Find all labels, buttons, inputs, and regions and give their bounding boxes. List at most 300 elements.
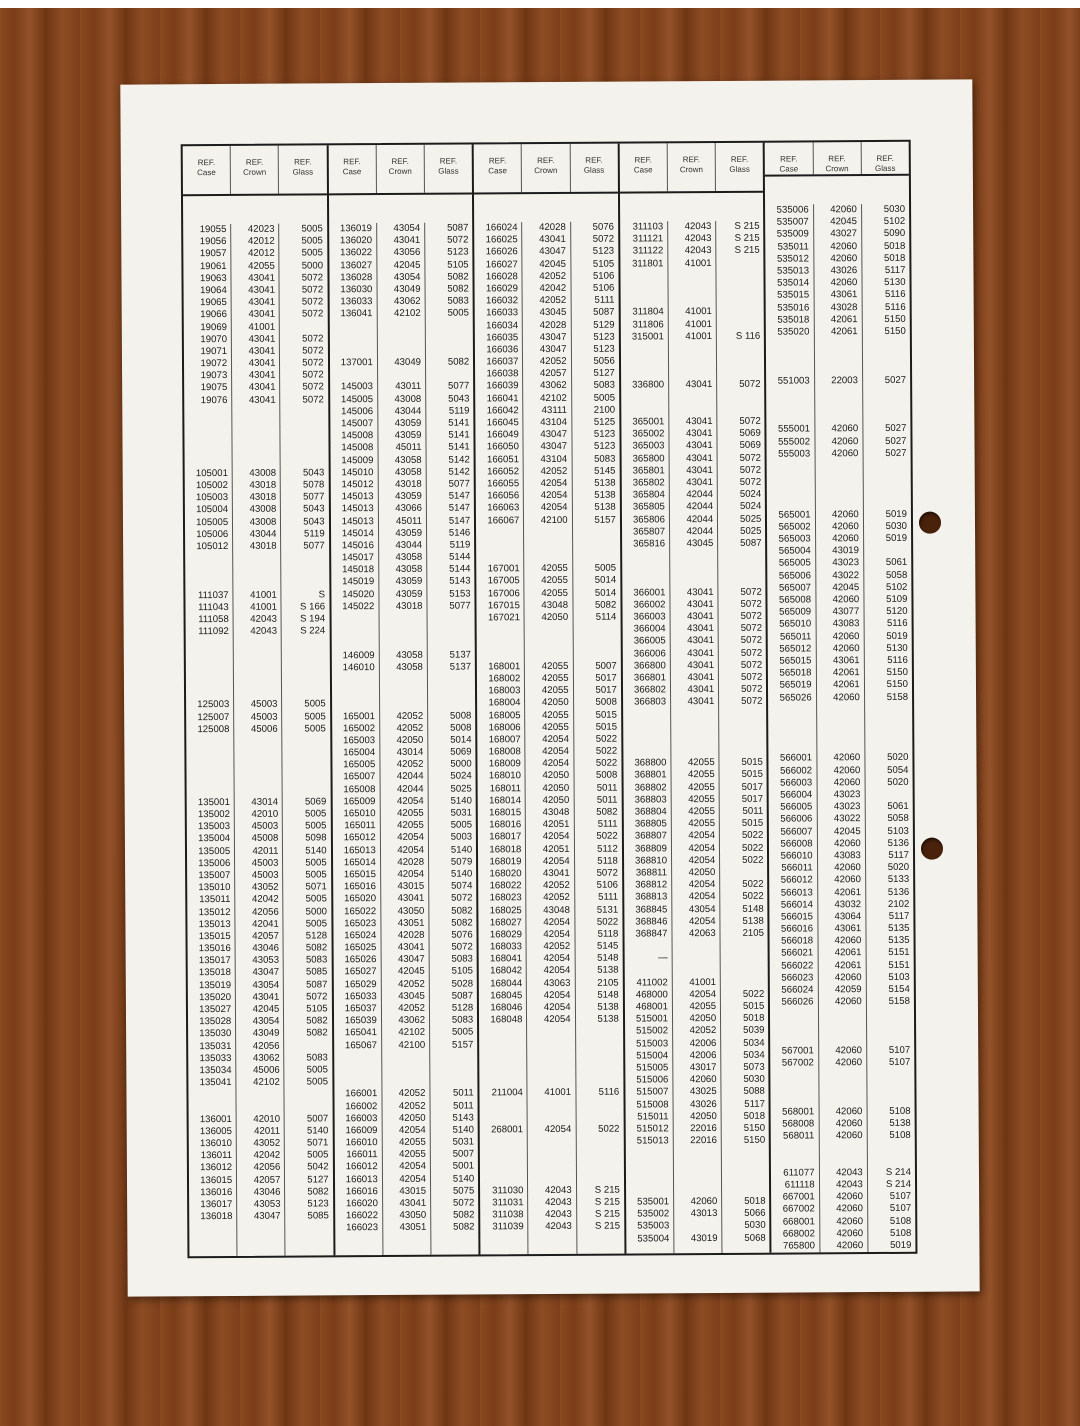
glass-ref-cell xyxy=(863,399,910,411)
glass-ref-cell xyxy=(430,1063,477,1075)
crown-ref-cell: 42055 xyxy=(397,807,424,819)
case-ref-cell: 166050 xyxy=(486,441,519,453)
crown-ref-cell xyxy=(669,355,716,367)
glass-ref-cell: 5109 xyxy=(886,593,908,605)
glass-ref-cell: 5018 xyxy=(744,1195,766,1207)
glass-ref-cell: 5140 xyxy=(450,844,473,856)
crown-ref-cell: 42043 xyxy=(250,613,278,625)
glass-ref-cell: 5154 xyxy=(888,983,910,995)
crown-ref-cell: 43008 xyxy=(249,516,277,528)
crown-ref-cell: 42054 xyxy=(396,795,424,807)
crown-ref-cell: 42055 xyxy=(688,805,715,818)
crown-ref-cell: 42060 xyxy=(831,435,859,447)
crown-ref-cell: 43041 xyxy=(248,382,276,394)
header-field-label: Crown xyxy=(534,165,558,176)
crown-ref-cell xyxy=(380,686,427,698)
glass-ref-cell: 5068 xyxy=(744,1232,766,1244)
header-cell-case xyxy=(619,143,666,191)
case-ref-cell: 567001 xyxy=(781,1045,814,1057)
glass-ref-cell: 5083 xyxy=(451,953,473,965)
crown-ref-cell: 41001 xyxy=(250,601,277,613)
glass-ref-cell: 5072 xyxy=(740,598,762,610)
crown-ref-cell: 42102 xyxy=(398,1027,426,1039)
glass-ref-cell: 5005 xyxy=(450,819,473,831)
glass-ref-cell: 5005 xyxy=(305,869,327,881)
glass-ref-cell: 5108 xyxy=(889,1130,911,1142)
case-ref-cell: 565011 xyxy=(779,630,812,643)
case-ref-cell: 135027 xyxy=(199,1003,232,1016)
case-ref-cell: 566003 xyxy=(780,777,813,789)
crown-ref-cell: 43041 xyxy=(543,867,570,879)
case-ref-cell xyxy=(480,1136,527,1148)
crown-ref-cell xyxy=(235,784,282,796)
header-ref-label: REF. xyxy=(245,157,264,167)
glass-ref-cell: 5066 xyxy=(744,1207,766,1220)
glass-ref-cell xyxy=(717,391,764,403)
case-ref-cell: 145005 xyxy=(340,393,374,405)
crown-ref-cell: 41001 xyxy=(689,976,717,988)
case-ref-cell: 365806 xyxy=(632,513,665,525)
case-ref-cell xyxy=(479,1027,526,1039)
glass-ref-cell xyxy=(718,562,765,574)
case-ref-cell xyxy=(769,728,816,740)
glass-ref-cell: 5140 xyxy=(452,1173,475,1185)
glass-ref-cell: 5147 xyxy=(448,514,471,527)
crown-ref-cell xyxy=(525,636,572,648)
case-ref-column xyxy=(620,221,674,1253)
case-ref-cell: 165003 xyxy=(343,734,376,747)
glass-ref-cell: 5022 xyxy=(595,757,618,769)
crown-ref-cell: 42056 xyxy=(252,906,279,918)
crown-ref-cell: 43052 xyxy=(253,1137,281,1149)
glass-ref-column xyxy=(861,204,916,1252)
glass-ref-cell: 5138 xyxy=(594,501,616,514)
case-ref-cell: 135007 xyxy=(198,869,231,882)
glass-ref-cell: S 166 xyxy=(299,601,326,613)
crown-ref-cell xyxy=(378,332,425,344)
crown-ref-cell xyxy=(815,411,862,423)
case-ref-cell: 145022 xyxy=(342,600,375,613)
crown-ref-cell: 42060 xyxy=(831,447,859,460)
case-ref-cell xyxy=(766,338,813,350)
crown-ref-cell: 42055 xyxy=(542,721,569,733)
case-ref-cell: 145018 xyxy=(342,564,375,576)
case-ref-cell: 368847 xyxy=(635,928,668,940)
case-ref-cell: 565003 xyxy=(778,533,811,545)
case-ref-cell: 311804 xyxy=(632,306,664,318)
glass-ref-cell: 5030 xyxy=(743,1073,765,1085)
crown-ref-cell xyxy=(673,940,720,952)
case-ref-cell xyxy=(770,1009,817,1021)
crown-ref-cell: 43017 xyxy=(689,1061,717,1074)
crown-ref-cell: 42052 xyxy=(396,710,424,722)
column-group-1 xyxy=(183,145,333,1256)
glass-ref-cell: 5022 xyxy=(741,830,764,842)
crown-ref-cell xyxy=(528,1148,575,1160)
glass-ref-cell: 5074 xyxy=(451,880,473,892)
glass-ref-cell xyxy=(428,698,475,710)
crown-ref-cell: 42060 xyxy=(832,520,859,533)
crown-ref-cell xyxy=(525,551,572,563)
crown-ref-cell: 43062 xyxy=(252,1052,280,1064)
crown-ref-cell: 42054 xyxy=(399,1173,427,1185)
case-ref-cell: 145009 xyxy=(341,454,374,466)
case-ref-cell: 165016 xyxy=(343,881,377,893)
glass-ref-cell xyxy=(280,321,327,333)
crown-ref-cell xyxy=(669,392,716,404)
top-border xyxy=(0,0,1080,8)
glass-ref-cell: 5000 xyxy=(301,259,324,272)
crown-ref-cell: 41001 xyxy=(684,257,712,269)
glass-ref-cell: 5005 xyxy=(305,918,328,930)
crown-ref-cell xyxy=(234,675,281,687)
crown-ref-cell xyxy=(819,1021,866,1033)
crown-ref-cell xyxy=(819,1082,866,1094)
glass-ref-cell: 5140 xyxy=(305,844,327,857)
glass-ref-cell: 5072 xyxy=(302,357,324,369)
case-ref-cell: — xyxy=(658,952,668,964)
glass-ref-cell: 5138 xyxy=(597,965,619,977)
crown-ref-cell: 42055 xyxy=(541,575,568,587)
header-ref-label: REF. xyxy=(730,154,749,164)
crown-ref-cell: 43059 xyxy=(394,429,422,442)
case-ref-cell: 168027 xyxy=(489,916,522,929)
crown-ref-cell: 42052 xyxy=(543,880,570,892)
case-ref-cell xyxy=(768,704,815,716)
crown-ref-cell: 43044 xyxy=(249,528,277,540)
glass-ref-cell: 5034 xyxy=(743,1037,765,1049)
glass-ref-cell: 5088 xyxy=(743,1086,765,1098)
header-field-label: Case xyxy=(342,167,362,177)
case-ref-cell xyxy=(623,733,670,745)
glass-ref-cell: 5027 xyxy=(885,423,907,435)
crown-ref-cell: 42055 xyxy=(688,769,715,781)
glass-ref-cell: 5119 xyxy=(303,528,325,540)
crown-ref-cell: 43044 xyxy=(395,539,423,551)
glass-ref-cell: 5015 xyxy=(595,709,617,721)
crown-ref-cell: 42051 xyxy=(542,843,570,855)
crown-ref-cell: 43041 xyxy=(399,1197,427,1209)
crown-ref-cell: 42060 xyxy=(833,764,861,776)
glass-ref-cell: 5118 xyxy=(597,928,619,940)
case-ref-cell: 135034 xyxy=(199,1064,232,1077)
glass-ref-cell: 5141 xyxy=(448,417,470,429)
glass-ref-cell: 5087 xyxy=(447,222,469,234)
header-ref-label: REF. xyxy=(488,156,507,166)
case-ref-cell: 168016 xyxy=(489,819,522,831)
crown-ref-cell: 43041 xyxy=(248,272,275,284)
case-ref-cell: 19069 xyxy=(200,321,228,333)
crown-ref-cell: 42050 xyxy=(398,1112,426,1124)
case-ref-cell: 165041 xyxy=(344,1027,377,1039)
glass-ref-cell: 5150 xyxy=(886,666,908,679)
case-ref-cell: 136005 xyxy=(199,1125,232,1138)
crown-ref-cell: 43041 xyxy=(686,598,714,610)
crown-ref-cell xyxy=(673,952,720,964)
crown-ref-cell: 42055 xyxy=(541,672,569,684)
crown-ref-cell: 42043 xyxy=(545,1221,572,1233)
glass-ref-cell: 5005 xyxy=(304,710,326,723)
glass-ref-cell: 5015 xyxy=(741,769,763,781)
glass-ref-cell: 5114 xyxy=(595,611,617,623)
case-ref-cell: 168010 xyxy=(488,770,521,782)
case-ref-cell: 365801 xyxy=(632,465,665,477)
glass-ref-cell: 5054 xyxy=(887,764,909,776)
glass-ref-cell: 5138 xyxy=(597,1001,619,1013)
case-ref-cell: 565015 xyxy=(779,655,812,667)
crown-ref-cell xyxy=(380,698,427,710)
glass-ref-cell xyxy=(281,406,328,418)
crown-ref-cell: 43022 xyxy=(833,813,861,825)
case-ref-cell xyxy=(329,333,376,345)
case-ref-cell xyxy=(479,1063,526,1075)
case-ref-cell: 535014 xyxy=(777,277,810,289)
header-field-label: Case xyxy=(197,168,216,178)
case-ref-cell: 366802 xyxy=(633,684,667,696)
glass-ref-cell xyxy=(865,728,912,740)
glass-ref-cell: S 215 xyxy=(734,245,760,257)
header-ref-label: REF. xyxy=(537,155,555,166)
glass-ref-cell xyxy=(722,1183,769,1195)
glass-ref-cell: 5137 xyxy=(449,649,472,661)
crown-ref-cell: 42055 xyxy=(248,260,275,272)
case-ref-cell xyxy=(767,399,814,411)
crown-ref-cell: 42054 xyxy=(543,916,571,928)
crown-ref-cell: 42060 xyxy=(836,1203,864,1215)
case-ref-cell: 366001 xyxy=(633,586,666,599)
case-ref-cell xyxy=(480,1112,527,1124)
glass-ref-cell: 5082 xyxy=(307,1186,329,1198)
glass-ref-cell: 5082 xyxy=(306,1015,328,1027)
glass-ref-cell: 5072 xyxy=(447,234,469,246)
glass-ref-cell: 5141 xyxy=(448,441,470,453)
glass-ref-cell xyxy=(577,1172,624,1184)
case-ref-cell: 168003 xyxy=(488,685,521,697)
glass-ref-cell: 5069 xyxy=(450,746,472,758)
crown-ref-cell xyxy=(671,708,718,720)
case-ref-cell: 168022 xyxy=(489,880,522,892)
glass-ref-cell: 5072 xyxy=(302,345,324,357)
case-ref-cell: 135002 xyxy=(197,808,231,821)
crown-ref-cell xyxy=(528,1063,575,1075)
crown-ref-cell: 43058 xyxy=(396,661,423,673)
glass-ref-cell xyxy=(428,673,475,685)
glass-ref-cell: S 214 xyxy=(885,1178,912,1190)
glass-ref-cell: 5140 xyxy=(450,795,472,807)
glass-ref-cell xyxy=(867,1081,914,1093)
case-ref-cell xyxy=(624,965,671,977)
crown-ref-cell xyxy=(528,1075,575,1087)
glass-ref-cell: 5140 xyxy=(306,1125,329,1137)
case-ref-cell: 165024 xyxy=(344,929,377,942)
crown-ref-cell: 42023 xyxy=(247,223,275,235)
case-ref-cell xyxy=(334,1052,381,1064)
case-ref-cell: 167015 xyxy=(487,599,520,612)
crown-ref-cell: 43041 xyxy=(248,369,276,382)
case-ref-cell: 365802 xyxy=(632,477,665,489)
glass-ref-cell: 5061 xyxy=(887,800,909,813)
glass-ref-cell xyxy=(283,760,330,772)
glass-ref-cell: 5005 xyxy=(305,857,327,869)
crown-ref-cell: 43047 xyxy=(539,343,567,355)
case-ref-cell xyxy=(477,649,524,661)
glass-ref-cell: 5140 xyxy=(452,1124,474,1136)
case-ref-cell: 135031 xyxy=(199,1040,232,1052)
crown-ref-cell: 43041 xyxy=(248,296,276,308)
glass-ref-cell: 5008 xyxy=(450,722,472,734)
crown-ref-cell: 43008 xyxy=(249,503,277,516)
glass-ref-cell: 5005 xyxy=(304,698,326,710)
case-ref-cell: 165007 xyxy=(343,771,376,783)
glass-ref-cell: 5072 xyxy=(740,647,763,659)
case-ref-cell xyxy=(477,637,524,649)
glass-ref-cell xyxy=(718,550,765,562)
header-ref-label: REF. xyxy=(828,154,846,164)
crown-ref-cell: 43041 xyxy=(397,893,425,905)
crown-ref-cell xyxy=(669,367,716,379)
crown-ref-cell: 42060 xyxy=(830,277,858,289)
glass-ref-cell: S 215 xyxy=(734,220,760,232)
glass-ref-cell: 5129 xyxy=(593,319,615,331)
crown-ref-cell: 42052 xyxy=(539,355,567,368)
case-ref-cell: 566001 xyxy=(779,752,813,765)
case-ref-cell: 566026 xyxy=(781,996,814,1008)
case-ref-cell: 566011 xyxy=(781,862,813,874)
crown-ref-cell: 43049 xyxy=(393,283,421,295)
case-ref-cell: 135010 xyxy=(198,882,231,894)
crown-ref-cell: 42043 xyxy=(684,245,712,257)
case-ref-cell xyxy=(480,1161,527,1173)
crown-ref-cell: 42042 xyxy=(253,1149,281,1162)
case-ref-cell xyxy=(189,1101,236,1113)
glass-ref-cell: 5142 xyxy=(448,466,470,478)
glass-ref-cell xyxy=(717,306,764,318)
crown-ref-cell: 42043 xyxy=(684,233,712,245)
case-ref-cell: 368809 xyxy=(634,842,667,855)
case-ref-cell: 368802 xyxy=(634,781,667,794)
crown-ref-cell xyxy=(674,1159,721,1171)
glass-ref-cell xyxy=(717,355,764,367)
case-ref-cell: 165067 xyxy=(344,1039,378,1051)
glass-ref-cell: 5102 xyxy=(885,581,908,593)
glass-ref-cell: 5077 xyxy=(449,600,471,612)
glass-ref-cell: 5019 xyxy=(886,630,908,642)
glass-ref-cell: 5022 xyxy=(742,878,764,890)
case-ref-cell: 111058 xyxy=(198,613,229,626)
case-ref-cell: 566008 xyxy=(780,838,813,850)
crown-ref-cell xyxy=(237,1089,284,1101)
case-ref-cell: 166028 xyxy=(485,270,518,283)
case-ref-cell: 368800 xyxy=(634,757,667,769)
crown-ref-cell: 43054 xyxy=(393,222,421,234)
glass-ref-cell xyxy=(864,545,911,557)
crown-ref-cell: 42056 xyxy=(253,1162,281,1174)
crown-ref-cell: 43018 xyxy=(249,491,277,503)
crown-ref-cell: 43027 xyxy=(830,228,858,240)
glass-ref-cell: 5108 xyxy=(889,1227,912,1239)
crown-ref-cell: 42102 xyxy=(253,1076,280,1088)
crown-ref-cell xyxy=(234,638,281,650)
crown-ref-cell xyxy=(380,674,427,686)
case-ref-cell: 166049 xyxy=(486,429,519,441)
column-group-5 xyxy=(763,142,915,1253)
crown-ref-cell: 42042 xyxy=(251,893,279,906)
case-ref-cell xyxy=(480,1075,527,1087)
crown-ref-cell: 42060 xyxy=(836,1227,864,1240)
header-cell-glass xyxy=(424,144,472,192)
crown-ref-column xyxy=(230,224,285,1256)
glass-ref-cell: 5031 xyxy=(452,1136,475,1148)
glass-ref-cell: 5105 xyxy=(306,1003,328,1015)
glass-ref-cell: 5015 xyxy=(742,1000,765,1012)
glass-ref-cell xyxy=(717,343,764,355)
glass-ref-cell: 5103 xyxy=(888,971,910,983)
crown-ref-cell: 43041 xyxy=(252,991,280,1003)
crown-ref-cell: 42055 xyxy=(688,818,716,830)
case-ref-cell xyxy=(476,551,523,563)
glass-ref-cell xyxy=(281,418,328,430)
glass-ref-cell xyxy=(722,1171,769,1183)
glass-ref-cell xyxy=(428,637,475,649)
case-ref-cell xyxy=(334,1076,381,1088)
glass-ref-cell xyxy=(863,460,910,472)
crown-ref-cell xyxy=(815,350,862,362)
glass-ref-cell: 5116 xyxy=(887,654,908,666)
case-ref-cell: 535018 xyxy=(777,314,810,326)
glass-ref-cell: 5072 xyxy=(740,610,762,622)
case-ref-cell: 136019 xyxy=(339,223,373,235)
crown-ref-cell: 42052 xyxy=(689,1025,717,1037)
case-ref-cell: 168045 xyxy=(490,989,523,1002)
crown-ref-cell: 42060 xyxy=(835,1118,863,1130)
crown-ref-cell: 22016 xyxy=(690,1135,717,1147)
case-ref-cell: 146010 xyxy=(342,661,375,674)
glass-ref-cell xyxy=(573,551,620,563)
header-cell-crown xyxy=(667,143,715,191)
case-ref-cell xyxy=(623,745,670,757)
glass-ref-cell: 5017 xyxy=(595,684,617,696)
case-ref-cell xyxy=(185,443,232,455)
case-ref-cell: 366003 xyxy=(633,611,666,623)
crown-ref-cell xyxy=(819,1143,866,1155)
case-ref-cell: 105003 xyxy=(195,492,229,504)
crown-ref-cell: 43041 xyxy=(248,308,276,321)
case-ref-cell: 765800 xyxy=(782,1240,816,1252)
crown-ref-cell xyxy=(671,733,718,745)
glass-ref-cell: 5018 xyxy=(743,1012,765,1025)
header-ref-label: REF. xyxy=(682,155,701,165)
case-ref-cell: 565005 xyxy=(778,557,811,570)
glass-ref-cell xyxy=(717,257,764,269)
case-ref-cell xyxy=(621,368,668,380)
case-ref-cell: 146009 xyxy=(342,649,375,661)
case-ref-cell: 166009 xyxy=(345,1124,378,1137)
case-ref-cell xyxy=(767,485,814,497)
case-ref-cell: 566023 xyxy=(781,972,814,984)
crown-ref-cell: 42052 xyxy=(543,940,571,953)
crown-ref-cell: 42045 xyxy=(833,825,861,837)
crown-ref-cell: 42052 xyxy=(396,759,424,771)
crown-ref-cell: 22016 xyxy=(690,1122,717,1135)
header-cell-case xyxy=(765,142,812,174)
glass-ref-cell xyxy=(428,625,475,637)
case-ref-cell: 336800 xyxy=(632,379,665,391)
crown-ref-cell: 42044 xyxy=(686,501,714,513)
case-ref-cell: 19064 xyxy=(200,284,227,297)
glass-ref-cell: 5043 xyxy=(302,467,325,479)
crown-ref-cell: 42061 xyxy=(834,947,862,959)
header-ref-label: REF. xyxy=(585,155,603,165)
